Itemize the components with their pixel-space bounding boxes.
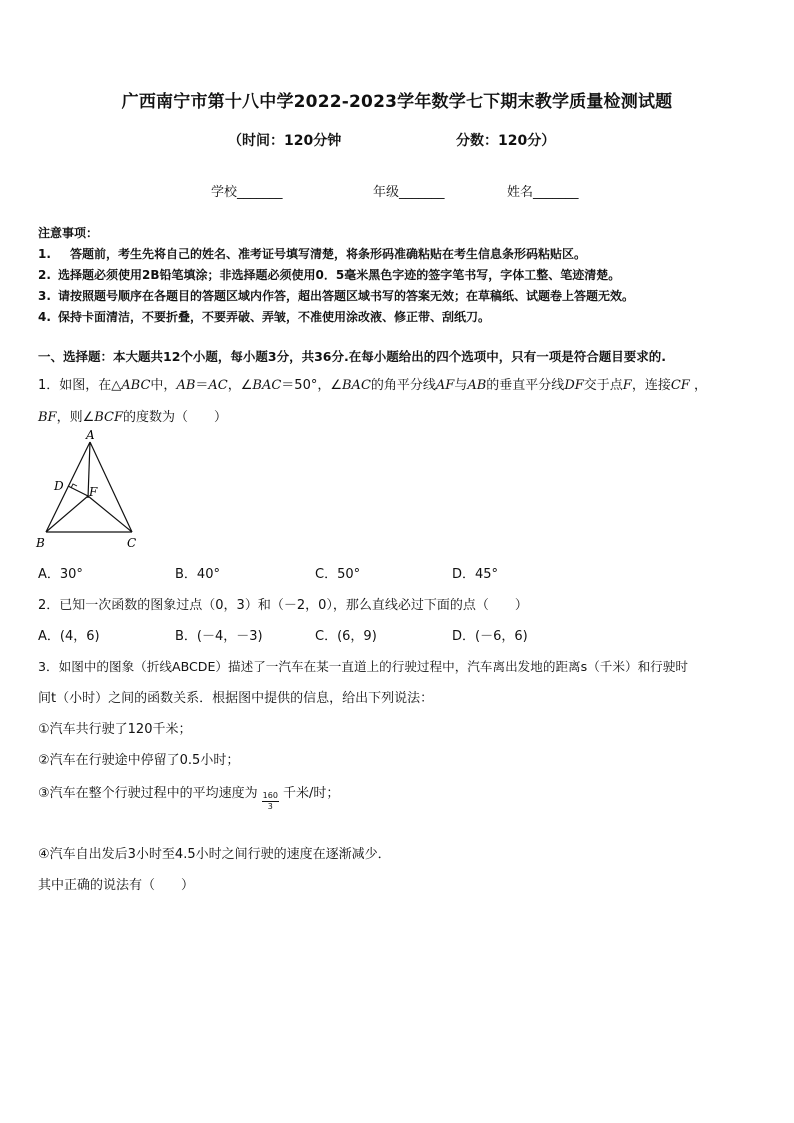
notes-section — [38, 223, 768, 328]
page-title: 广西南宁市第十八中学2022-2023学年数学七下期末教学质量检测试题 — [121, 92, 673, 112]
side-ab — [46, 442, 90, 532]
section-title: 一、选择题：本大题共12个小题，每小题3分，共36分.在每小题给出的四个选项中，只有一项是符合题目要求的. — [38, 349, 666, 364]
option-d[interactable]: D．(－6，6) — [452, 629, 528, 644]
score-label: 分数：120分） — [456, 133, 556, 149]
option-c[interactable]: C．(6，9) — [315, 629, 377, 644]
option-c[interactable]: C．50° — [315, 567, 361, 582]
question-3-line-1: 3．如图中的图象（折线ABCDE）描述了一汽车在某一直道上的行驶过程中，汽车离出发地的距离s（千米）和行驶时 — [38, 659, 688, 674]
question-1-line-1: 1．如图，在△ABC中，AB＝AC，∠BAC＝50°，∠BAC的角平分线AF与AB的垂直平分线DF交于点F，连接CF ， — [38, 378, 707, 393]
question-3-line-2: 间t（小时）之间的函数关系．根据图中提供的信息，给出下列说法： — [38, 691, 434, 706]
segment-cf — [88, 496, 132, 532]
time-label: （时间：120分钟 — [228, 133, 342, 149]
label-b: B — [36, 536, 45, 550]
fraction: $\frac{160}{3}$ — [262, 791, 278, 811]
school-field[interactable]: 学校_______ — [211, 185, 283, 200]
name-field[interactable]: 姓名_______ — [507, 185, 579, 200]
option-a[interactable]: A．(4，6) — [38, 629, 100, 644]
question-1-options — [38, 563, 758, 583]
note-item: 2. 选择题必须使用2B铅笔填涂；非选择题必须使用0．5毫米黑色字迹的签字笔书写，字体工整、笔迹清楚。 — [38, 268, 621, 282]
note-item: 1. 答题前，考生先将自己的姓名、准考证号填写清楚，将条形码准确粘贴在考生信息条形码粘贴区。 — [38, 247, 587, 261]
exam-meta — [0, 130, 794, 150]
statement-4: ④汽车自出发后3小时至4.5小时之间行驶的速度在逐渐减少． — [38, 847, 391, 862]
grade-field[interactable]: 年级_______ — [373, 185, 445, 200]
student-info — [0, 181, 794, 201]
question-2-text: 2．已知一次函数的图象过点（0，3）和（－2，0），那么直线必过下面的点（ ） — [38, 598, 528, 613]
option-b[interactable]: B．(－4，－3) — [175, 629, 263, 644]
option-a[interactable]: A．30° — [38, 567, 83, 582]
label-d: D — [54, 479, 64, 493]
triangle-figure — [30, 428, 150, 556]
question-1-line-2: BF，则∠BCF的度数为（ ） — [38, 410, 228, 425]
note-item: 4. 保持卡面清洁，不要折叠，不要弄破、弄皱，不准使用涂改液、修正带、刮纸刀。 — [38, 310, 491, 324]
note-item: 3. 请按照题号顺序在各题目的答题区域内作答，超出答题区域书写的答案无效；在草稿纸、试题卷上答题无效。 — [38, 289, 635, 303]
statement-2: ②汽车在行驶途中停留了0.5小时； — [38, 753, 240, 768]
label-c: C — [127, 536, 137, 550]
segment-bf — [46, 496, 88, 532]
notes-heading: 注意事项： — [38, 226, 99, 240]
label-f: F — [89, 485, 98, 499]
option-b[interactable]: B．40° — [175, 567, 220, 582]
statement-3: ③汽车在整个行驶过程中的平均速度为 $\frac{160}{3}$ 千米/时； — [38, 786, 340, 811]
statement-1: ①汽车共行驶了120千米； — [38, 722, 192, 737]
question-2-options — [38, 625, 758, 645]
question-3-ask: 其中正确的说法有（ ） — [38, 878, 195, 893]
option-d[interactable]: D．45° — [452, 567, 499, 582]
label-a: A — [86, 428, 95, 442]
